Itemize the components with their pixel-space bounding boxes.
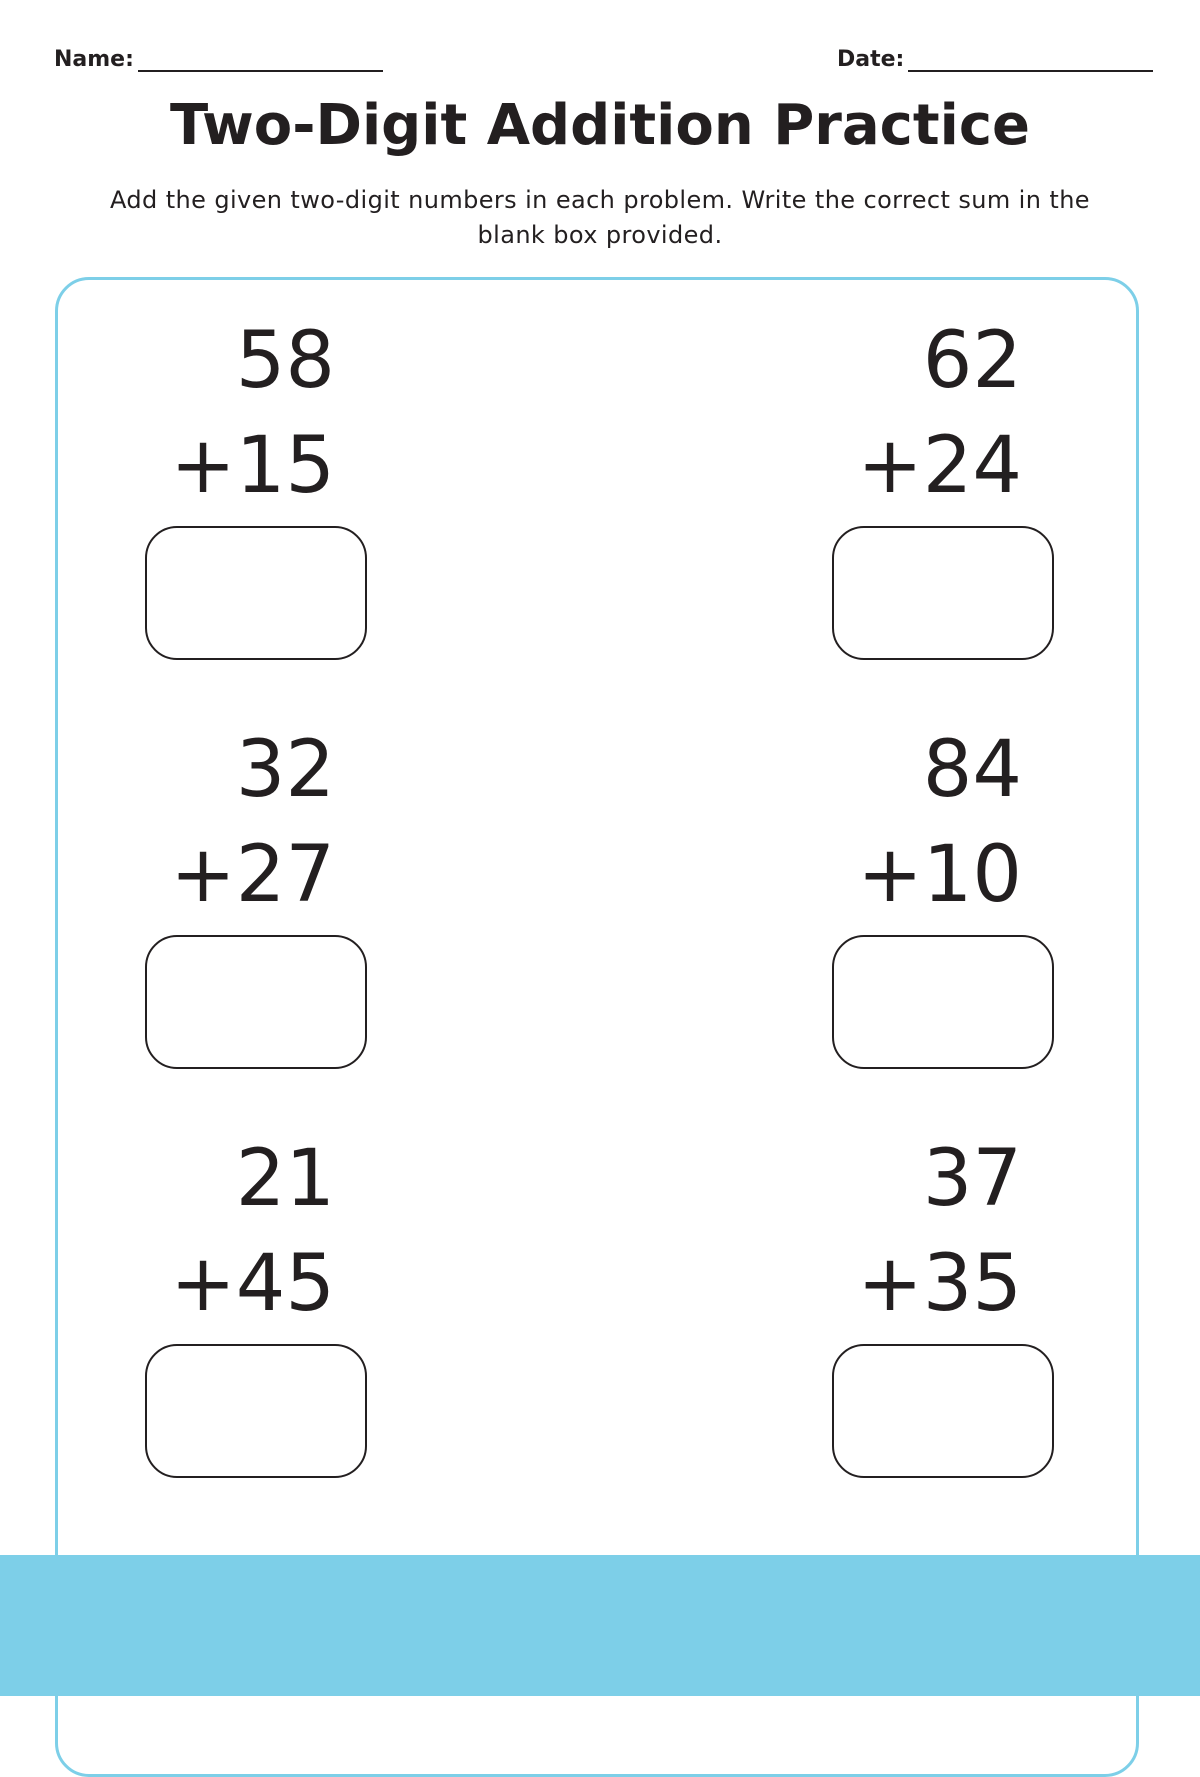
addend-top: 32 [235,725,335,815]
addend-top: 62 [922,316,1022,406]
date-input-line[interactable] [908,46,1153,72]
answer-box[interactable] [832,1344,1054,1478]
date-field[interactable] [837,46,1153,72]
addend-bottom: +15 [170,421,335,511]
addend-top: 84 [922,725,1022,815]
name-field[interactable] [54,46,383,72]
addend-top: 37 [922,1134,1022,1224]
problem-5 [145,1098,385,1438]
page-title: Two-Digit Addition Practice [169,93,1030,158]
addend-top: 58 [235,316,335,406]
answer-box[interactable] [145,935,367,1069]
instructions: Add the given two-digit numbers in each problem. Write the correct sum in the blank box provided. [110,186,1090,249]
addend-bottom: +24 [857,421,1022,511]
name-label: Name: [54,47,134,72]
answer-box[interactable] [145,1344,367,1478]
addend-bottom: +10 [857,830,1022,920]
problem-1 [145,280,385,620]
name-input-line[interactable] [138,46,383,72]
addend-bottom: +27 [170,830,335,920]
addend-bottom: +45 [170,1239,335,1329]
problem-2 [832,280,1072,620]
footer-band [0,1555,1200,1696]
addend-top: 21 [235,1134,335,1224]
answer-box[interactable] [145,526,367,660]
date-label: Date: [837,47,905,72]
answer-box[interactable] [832,526,1054,660]
addend-bottom: +35 [857,1239,1022,1329]
problem-3 [145,689,385,1029]
problem-4 [832,689,1072,1029]
answer-box[interactable] [832,935,1054,1069]
problem-6 [832,1098,1072,1438]
